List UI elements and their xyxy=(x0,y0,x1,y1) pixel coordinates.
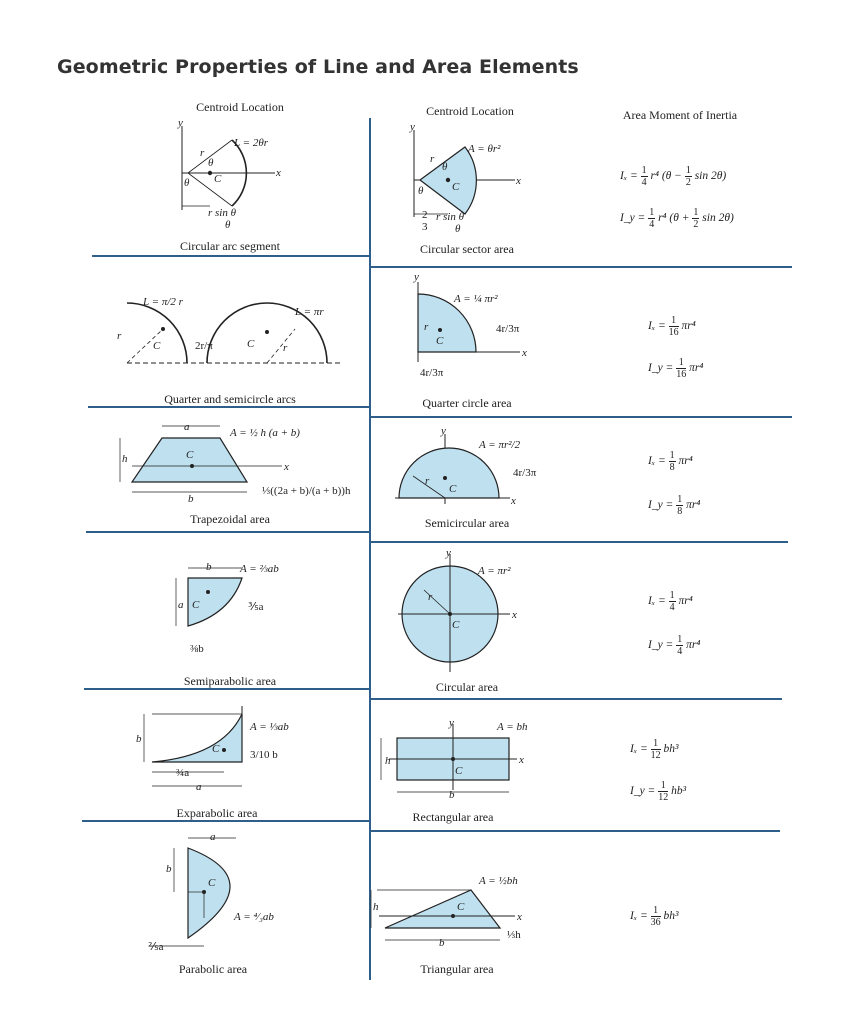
row-divider xyxy=(92,255,370,257)
label: x xyxy=(284,461,289,473)
quarter-circle-figure xyxy=(410,272,550,392)
label: L = π/2 r xyxy=(143,296,183,308)
caption: Circular sector area xyxy=(420,242,514,256)
label: r xyxy=(283,342,288,354)
label: C xyxy=(457,901,465,913)
label: a xyxy=(178,599,184,611)
label: θ xyxy=(418,185,424,197)
label: y xyxy=(178,118,183,129)
label: C xyxy=(153,340,161,352)
row-divider xyxy=(86,531,370,533)
label: A = ½ h (a + b) xyxy=(230,427,300,439)
label: b xyxy=(206,561,212,573)
label: ⅖a xyxy=(148,941,164,952)
label: 4r/3π xyxy=(513,467,537,479)
label: x xyxy=(517,911,522,923)
parabola-figure xyxy=(140,828,300,952)
caption: Rectangular area xyxy=(412,810,494,824)
label: a xyxy=(210,831,216,843)
label: A = ⅔ab xyxy=(240,563,279,575)
row-divider xyxy=(370,416,792,418)
caption: Triangular area xyxy=(420,962,494,976)
label: y xyxy=(449,717,454,729)
label: ¾a xyxy=(176,767,190,779)
label: C xyxy=(436,335,444,347)
label: C xyxy=(452,181,460,193)
label: θ xyxy=(455,223,461,235)
label: r xyxy=(117,330,122,342)
label: 3/10 b xyxy=(250,749,278,761)
label: L = πr xyxy=(295,306,324,318)
label: θ xyxy=(208,157,214,169)
label: C xyxy=(214,173,222,185)
label: y xyxy=(446,548,451,559)
label: C xyxy=(212,743,220,755)
formula-iy-r4: I_y = $\frac{1}{4}$ πr⁴ xyxy=(648,634,701,657)
caption: Circular area xyxy=(435,680,499,694)
label: y xyxy=(410,122,415,133)
label: h xyxy=(373,901,379,913)
header-right: Area Moment of Inertia xyxy=(622,108,738,122)
formula-ix-r3: Iₓ = $\frac{1}{8}$ πr⁴ xyxy=(648,450,693,473)
label: r xyxy=(425,475,430,487)
row-divider xyxy=(370,698,782,700)
label: A = πr² xyxy=(478,565,511,577)
label: x xyxy=(516,175,521,187)
circular-sector-figure xyxy=(400,122,540,242)
caption: Trapezoidal area xyxy=(190,512,270,526)
formula-iy-r1: I_y = $\frac{1}{4}$ r⁴ (θ + $\frac{1}{2}$ sin 2θ) xyxy=(620,207,734,230)
label: a xyxy=(184,421,190,433)
column-divider xyxy=(369,118,371,980)
triangle-figure xyxy=(365,860,565,950)
label: C xyxy=(208,877,216,889)
label: b xyxy=(166,863,172,875)
label: a xyxy=(196,781,202,793)
label: y xyxy=(414,272,419,283)
label: x xyxy=(522,347,527,359)
caption: Quarter and semicircle arcs xyxy=(164,392,296,406)
circle-figure xyxy=(398,548,538,678)
exparabola-figure xyxy=(132,700,332,800)
label: ⅗a xyxy=(248,601,264,613)
label: C xyxy=(452,619,460,631)
formula-ix-r5: Iₓ = $\frac{1}{12}$ bh³ xyxy=(630,738,679,761)
formula-ix-r1: Iₓ = $\frac{1}{4}$ r⁴ (θ − $\frac{1}{2}$ sin 2θ) xyxy=(620,165,727,188)
label: r xyxy=(424,321,429,333)
label: θ xyxy=(184,177,190,189)
label: r sin θ xyxy=(208,207,237,219)
semicircle-figure xyxy=(395,426,545,516)
label: L = 2θr xyxy=(234,137,269,149)
header-middle: Centroid Location xyxy=(426,104,514,118)
rectangle-figure xyxy=(375,716,545,801)
quarter-semicircle-arcs-figure xyxy=(115,285,365,380)
caption: Parabolic area xyxy=(178,962,248,976)
formula-iy-r2: I_y = $\frac{1}{16}$ πr⁴ xyxy=(648,357,704,380)
label: A = ⅓ab xyxy=(250,721,289,733)
label: r xyxy=(430,153,435,165)
label: A = πr²/2 xyxy=(479,439,521,451)
label: C xyxy=(455,765,463,777)
label: r xyxy=(428,591,433,603)
label: r xyxy=(200,147,205,159)
row-divider xyxy=(370,266,792,268)
trapezoid-figure xyxy=(112,420,372,512)
label: A = ¼ πr² xyxy=(454,293,498,305)
label: C xyxy=(186,449,194,461)
label: A = ½bh xyxy=(479,875,518,887)
label: x xyxy=(511,495,516,507)
label: x xyxy=(519,754,524,766)
row-divider xyxy=(370,830,780,832)
label: C xyxy=(247,338,255,350)
label: θ xyxy=(442,161,448,173)
caption: Exparabolic area xyxy=(176,806,258,820)
label: 2r/π xyxy=(195,340,213,352)
formula-ix-r2: Iₓ = $\frac{1}{16}$ πr⁴ xyxy=(648,315,696,338)
label: 4r/3π xyxy=(420,367,444,379)
label: h xyxy=(385,755,391,767)
label: C xyxy=(449,483,457,495)
formula-ix-r6: Iₓ = $\frac{1}{36}$ bh³ xyxy=(630,905,679,928)
label: ⅓((2a + b)/(a + b))h xyxy=(262,485,351,497)
label: A = θr² xyxy=(468,143,501,155)
label: 4r/3π xyxy=(496,323,520,335)
caption: Semiparabolic area xyxy=(183,674,277,688)
formula-iy-r5: I_y = $\frac{1}{12}$ hb³ xyxy=(630,780,687,803)
caption: Circular arc segment xyxy=(180,239,280,253)
label: b xyxy=(439,937,445,949)
label: C xyxy=(192,599,200,611)
formula-iy-r3: I_y = $\frac{1}{8}$ πr⁴ xyxy=(648,494,701,517)
label: A = bh xyxy=(497,721,528,733)
header-left: Centroid Location xyxy=(196,100,284,114)
page-title: Geometric Properties of Line and Area Elements xyxy=(57,56,579,78)
label: 3 xyxy=(422,221,428,233)
label: h xyxy=(122,453,128,465)
formula-ix-r4: Iₓ = $\frac{1}{4}$ πr⁴ xyxy=(648,590,693,613)
label: r sin θ xyxy=(436,211,465,223)
label: b xyxy=(188,493,194,505)
label: x xyxy=(512,609,517,621)
label: ⅜b xyxy=(190,643,204,655)
label: A = ⁴⁄₃ab xyxy=(234,911,274,923)
caption: Semicircular area xyxy=(424,516,510,530)
label: x xyxy=(276,167,281,179)
label: b xyxy=(449,789,455,801)
label: ⅓h xyxy=(507,929,521,941)
semiparabola-figure xyxy=(150,556,300,666)
caption: Quarter circle area xyxy=(422,396,512,410)
circular-arc-segment-figure xyxy=(170,118,290,233)
label: b xyxy=(136,733,142,745)
label: y xyxy=(441,426,446,437)
label: 2 xyxy=(422,209,428,221)
label: θ xyxy=(225,219,231,231)
row-divider xyxy=(370,541,788,543)
